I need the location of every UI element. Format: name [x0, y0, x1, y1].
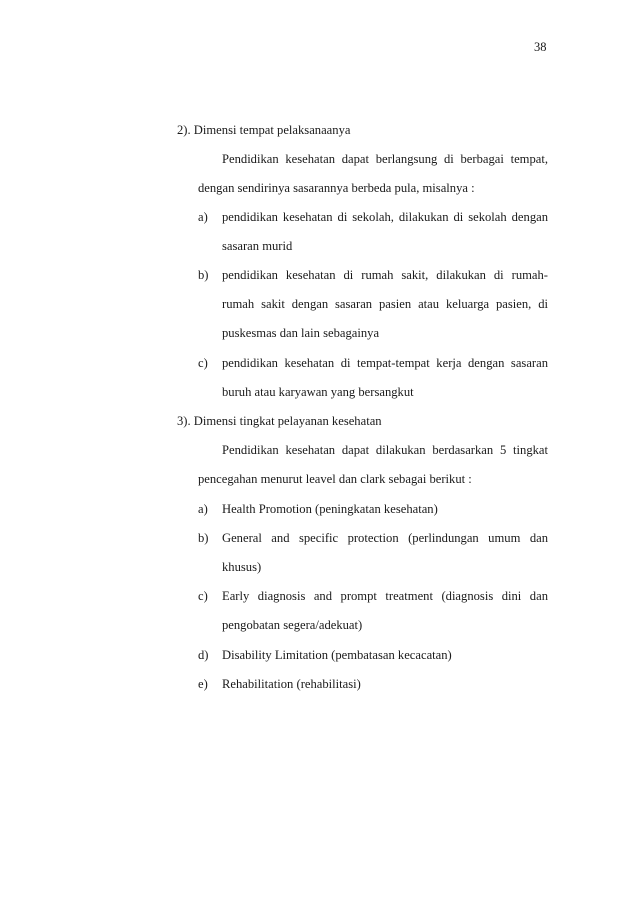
list-item-line: pendidikan kesehatan di rumah sakit, dilakukan di rumah-: [222, 268, 548, 282]
paragraph-line: Pendidikan kesehatan dapat dilakukan berdasarkan 5 tingkat: [222, 443, 548, 457]
list-item-line: khusus): [222, 560, 262, 574]
list-marker: b): [198, 268, 209, 282]
section-heading: 2). Dimensi tempat pelaksanaanya: [177, 123, 351, 137]
list-item-line: pengobatan segera/adekuat): [222, 618, 363, 632]
list-marker: e): [198, 677, 208, 691]
list-marker: d): [198, 648, 209, 662]
page-number: 38: [534, 40, 547, 54]
list-item-line: rumah sakit dengan sasaran pasien atau keluarga pasien, di: [222, 297, 548, 311]
list-marker: c): [198, 589, 208, 603]
list-item-line: pendidikan kesehatan di sekolah, dilakukan di sekolah dengan: [222, 210, 548, 224]
paragraph-line: dengan sendirinya sasarannya berbeda pula, misalnya :: [198, 181, 475, 195]
list-marker: a): [198, 502, 208, 516]
list-marker: a): [198, 210, 208, 224]
list-item-line: Health Promotion (peningkatan kesehatan): [222, 502, 438, 516]
list-marker: c): [198, 356, 208, 370]
list-item-line: puskesmas dan lain sebagainya: [222, 326, 380, 340]
paragraph-line: pencegahan menurut leavel dan clark sebagai berikut :: [198, 472, 472, 486]
list-item-line: Disability Limitation (pembatasan kecacatan): [222, 648, 452, 662]
list-item-line: General and specific protection (perlindungan umum dan: [222, 531, 548, 545]
list-item-line: Rehabilitation (rehabilitasi): [222, 677, 361, 691]
list-item-line: pendidikan kesehatan di tempat-tempat kerja dengan sasaran: [222, 356, 548, 370]
list-item-line: buruh atau karyawan yang bersangkut: [222, 385, 414, 399]
list-item-line: sasaran murid: [222, 239, 293, 253]
list-item-line: Early diagnosis and prompt treatment (diagnosis dini dan: [222, 589, 548, 603]
list-marker: b): [198, 531, 209, 545]
section-heading: 3). Dimensi tingkat pelayanan kesehatan: [177, 414, 382, 428]
paragraph-line: Pendidikan kesehatan dapat berlangsung di berbagai tempat,: [222, 152, 548, 166]
